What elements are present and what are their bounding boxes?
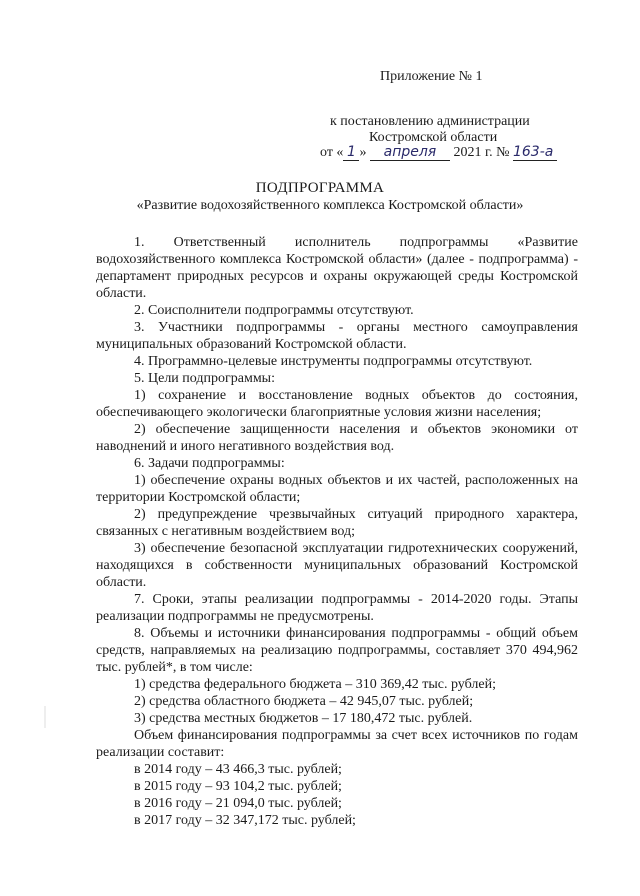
paragraph: 2) средства областного бюджета – 42 945,07 тыс. рублей; xyxy=(134,694,474,709)
handwritten-month: апреля xyxy=(370,145,450,161)
date-prefix: от « xyxy=(320,145,344,160)
paragraph: в 2014 году – 43 466,3 тыс. рублей; xyxy=(134,762,342,777)
handwritten-day: 1 xyxy=(343,145,359,161)
decree-date-line xyxy=(320,145,557,161)
paragraph: Объем финансирования подпрограммы за счет всех источников по годам реализации составит: xyxy=(96,728,578,760)
paragraph: 2) обеспечение защищенности населения и объектов экономики от наводнений и иного негативного воздействия вод. xyxy=(96,422,578,454)
date-year: 2021 г. № xyxy=(453,145,510,160)
paragraph: 5. Цели подпрограммы: xyxy=(134,371,275,386)
document-body xyxy=(96,234,578,829)
document-subtitle: «Развитие водохозяйственного комплекса Костромской области» xyxy=(136,198,524,213)
paragraph: в 2016 году – 21 094,0 тыс. рублей; xyxy=(134,796,342,811)
paragraph: в 2015 году – 93 104,2 тыс. рублей; xyxy=(134,779,342,794)
paragraph: 8. Объемы и источники финансирования подпрограммы - общий объем средств, направляемых на реализацию подпрограммы, составляет 370 494,962 тыс. рублей*, в том числе: xyxy=(96,626,578,675)
paragraph: 3) обеспечение безопасной эксплуатации гидротехнических сооружений, находящихся в собственности муниципальных образований Костромской области. xyxy=(96,541,578,590)
paragraph: 1. Ответственный исполнитель подпрограммы «Развитие водохозяйственного комплекса Костромской области» (далее - подпрограмма) - департамент природных ресурсов и охраны окружающей среды Костромской области. xyxy=(96,235,578,301)
paragraph: 3) средства местных бюджетов – 17 180,472 тыс. рублей. xyxy=(134,711,473,726)
handwritten-doc-number: 163-а xyxy=(513,145,557,161)
paragraph: 4. Программно-целевые инструменты подпрограммы отсутствуют. xyxy=(134,354,533,369)
paragraph: 2. Соисполнители подпрограммы отсутствуют. xyxy=(134,303,414,318)
paragraph: 6. Задачи подпрограммы: xyxy=(134,456,285,471)
paragraph: в 2017 году – 32 347,172 тыс. рублей; xyxy=(134,813,356,828)
paragraph: 1) средства федерального бюджета – 310 369,42 тыс. рублей; xyxy=(134,677,496,692)
paragraph: 1) сохранение и восстановление водных объектов до состояния, обеспечивающего экологически благоприятные условия жизни населения; xyxy=(96,388,578,420)
paragraph: 2) предупреждение чрезвычайных ситуаций природного характера, связанных с негативным воздействием вод; xyxy=(96,507,578,539)
date-mid: » xyxy=(359,145,367,160)
paragraph: 3. Участники подпрограммы - органы местного самоуправления муниципальных образований Костромской области. xyxy=(96,320,578,352)
document-title: ПОДПРОГРАММА xyxy=(255,180,385,196)
scan-artifact xyxy=(44,706,46,728)
attachment-label: Приложение № 1 xyxy=(380,69,483,84)
decree-reference-line1: к постановлению администрации xyxy=(330,114,530,129)
paragraph: 7. Сроки, этапы реализации подпрограммы - 2014-2020 годы. Этапы реализации подпрограммы не предусмотрены. xyxy=(96,592,578,624)
decree-reference-line2: Костромской области xyxy=(369,130,498,145)
paragraph: 1) обеспечение охраны водных объектов и их частей, расположенных на территории Костромской области; xyxy=(96,473,578,505)
